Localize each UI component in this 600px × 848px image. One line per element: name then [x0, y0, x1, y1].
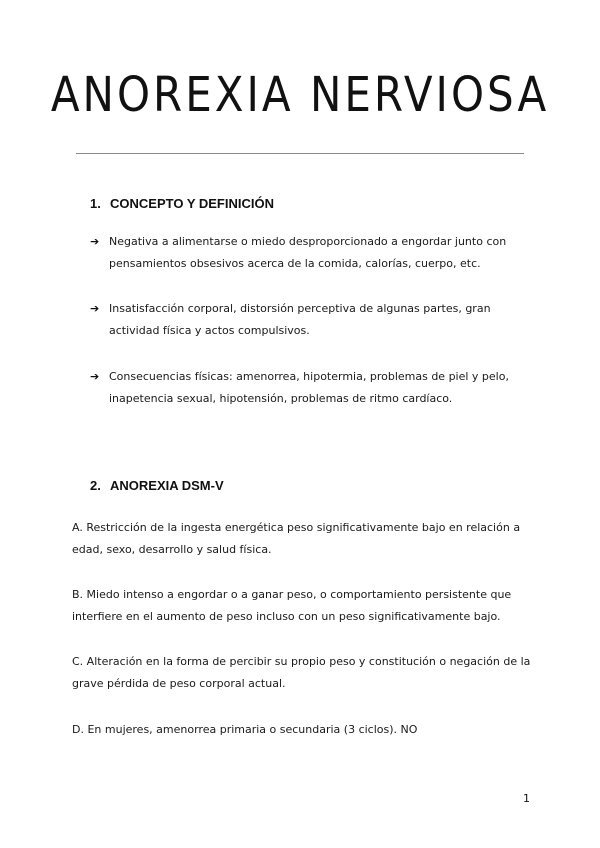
document-title: ANOREXIA NERVIOSA — [50, 66, 550, 123]
section-1-heading — [90, 196, 274, 211]
bullet-text: Negativa a alimentarse o miedo desproporcionado a engordar junto con pensamientos obsesivos acerca de la comida, calorías, cuerpo, etc. — [109, 235, 507, 270]
bullet-text: Insatisfacción corporal, distorsión perceptiva de algunas partes, gran actividad física y actos compulsivos. — [109, 302, 491, 337]
bullet-text: Consecuencias físicas: amenorrea, hipotermia, problemas de piel y pelo, inapetencia sexual, hipotensión, problemas de ritmo cardíaco. — [109, 370, 509, 405]
section-1-number: 1. — [90, 196, 101, 211]
list-item — [90, 366, 520, 410]
criterion-c: C. Alteración en la forma de percibir su propio peso y constitución o negación de la grave pérdida de peso corporal actual. — [72, 655, 531, 690]
list-item — [90, 298, 520, 342]
arrow-right-icon: ➔ — [90, 370, 100, 383]
title-divider — [76, 153, 524, 154]
arrow-right-icon: ➔ — [90, 302, 100, 315]
page-number: 1 — [523, 792, 530, 805]
section-2-number: 2. — [90, 478, 101, 493]
section-2-title: ANOREXIA DSM-V — [110, 478, 224, 493]
arrow-right-icon: ➔ — [90, 235, 100, 248]
list-item — [90, 231, 520, 275]
criterion-b: B. Miedo intenso a engordar o a ganar peso, o comportamiento persistente que interfiere en el aumento de peso incluso con un peso significativamente bajo. — [72, 588, 512, 623]
section-2-heading — [90, 478, 224, 493]
section-1-title: CONCEPTO Y DEFINICIÓN — [110, 196, 274, 211]
criterion-a: A. Restricción de la ingesta energética peso significativamente bajo en relación a edad, sexo, desarrollo y salud física. — [72, 521, 521, 556]
criterion-d: D. En mujeres, amenorrea primaria o secundaria (3 ciclos). NO — [72, 723, 418, 736]
